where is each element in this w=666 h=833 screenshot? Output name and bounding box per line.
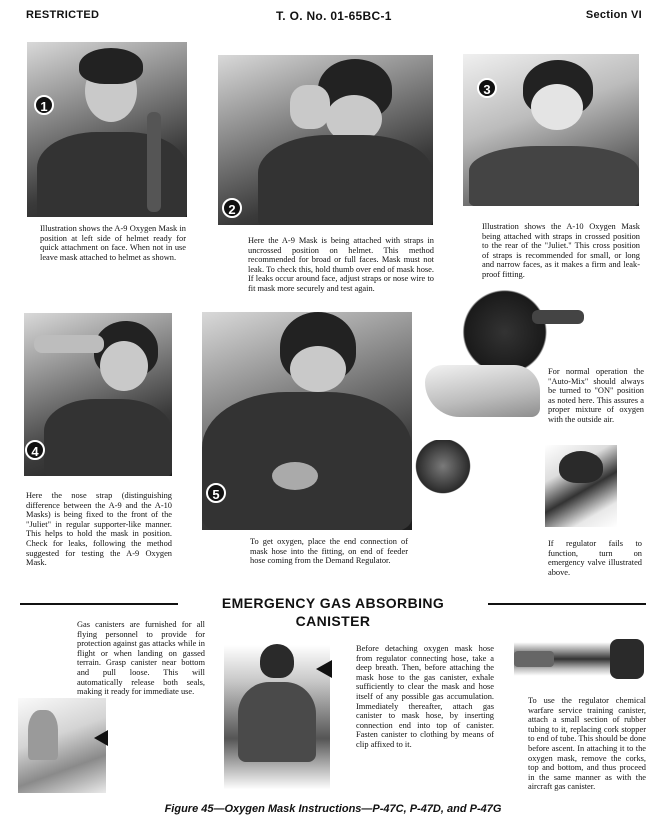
step-3-caption: Illustration shows the A-10 Oxygen Mask being attached with straps in crossed position to the rear of the "Juliet." This cross position of straps is recommended for small, or long and narrow faces, as it makes a firm and leak-proof fitting. (482, 222, 640, 279)
man-arrow-icon (316, 660, 332, 678)
canister-text-1: Gas canisters are furnished for all flying personnel to provide for protection against gas attacks while in flight or when landing on gassed terrain. Grasp canister near bottom and pull loose. This will automatically release both seals, making it ready for immediate use. (77, 620, 205, 697)
emergency-section-title (20, 594, 646, 629)
step-5-number: 5 (206, 483, 226, 503)
section-label: Section VI (585, 9, 642, 21)
title-rule-right (488, 603, 646, 605)
regulator-fitting-photo (412, 440, 474, 498)
photo-step-2 (218, 55, 433, 225)
step-2-caption: Here the A-9 Mask is being attached with straps in uncrossed position on helmet. This method recommended for broad or full faces. Mask must not leak. To check this, hold thumb over end of mask hose. If leaks occur around face, adjust straps or nose wire to fit mask more securely and test again. (248, 236, 434, 293)
hand-photo (425, 365, 540, 417)
training-canister-photo (514, 635, 644, 683)
step-1-caption: Illustration shows the A-9 Oxygen Mask in position at left side of helmet ready for quick attachment on face. When not in use leave mask attached to helmet as shown. (40, 224, 186, 262)
seat-canister-photo (18, 698, 106, 793)
man-with-canister-photo (224, 632, 330, 796)
step-4-number: 4 (25, 440, 45, 460)
auto-mix-note: For normal operation the "Auto-Mix" should always be turned to "ON" position as noted here. This assures a proper mixture of oxygen with the outside air. (548, 367, 644, 424)
step-5-caption: To get oxygen, place the end connection of mask hose into the fitting, on end of feeder hose coming from the Demand Regulator. (250, 537, 408, 566)
step-1-number: 1 (34, 95, 54, 115)
photo-step-5 (202, 312, 412, 530)
figure-caption: Figure 45—Oxygen Mask Instructions—P-47C, P-47D, and P-47G (164, 803, 502, 815)
emergency-title-text: EMERGENCY GAS ABSORBING CANISTER (221, 595, 445, 629)
canister-text-3: To use the regulator chemical warfare service training canister, attach a small section of rubber tubing to it, replacing cork stopper to end of tube. This should be done before ascent. In attaching it to the oxygen mask, remove the corks, top and bottom, and thus proceed in the same manner as with the aircraft gas canister. (528, 696, 647, 792)
step-2-number: 2 (222, 198, 242, 218)
regulator-auto-mix-photo (452, 290, 584, 374)
title-rule-left (20, 603, 178, 605)
step-3-number: 3 (477, 78, 497, 98)
emergency-valve-note: If regulator fails to function, turn on emergency valve illustrated above. (548, 539, 642, 577)
photo-step-1 (27, 42, 187, 217)
emergency-valve-photo (545, 445, 617, 527)
restricted-label: RESTRICTED (26, 9, 100, 21)
document-number: T. O. No. 01-65BC-1 (276, 9, 392, 23)
canister-text-2: Before detaching oxygen mask hose from regulator connecting hose, take a deep breath. Then, before attaching the mask hose to the gas canister, exhale sufficiently to clear the mask and hose itself of any possible gas accumulation. Immediately thereafter, attach gas canister to mask hose, by inserting connection end into top of canister. Fasten canister to clothing by means of clip affixed to it. (356, 644, 494, 749)
photo-step-4 (24, 313, 172, 476)
seat-arrow-icon (94, 730, 108, 746)
photo-step-3 (463, 54, 639, 206)
step-4-caption: Here the nose strap (distinguishing difference between the A-9 and the A-10 Masks) is being fixed to the front of the "Juliet" in regular supporter-like manner. This helps to hold the mask in position. Check for leaks, following the method suggested for testing the A-9 Oxygen Mask. (26, 491, 172, 568)
